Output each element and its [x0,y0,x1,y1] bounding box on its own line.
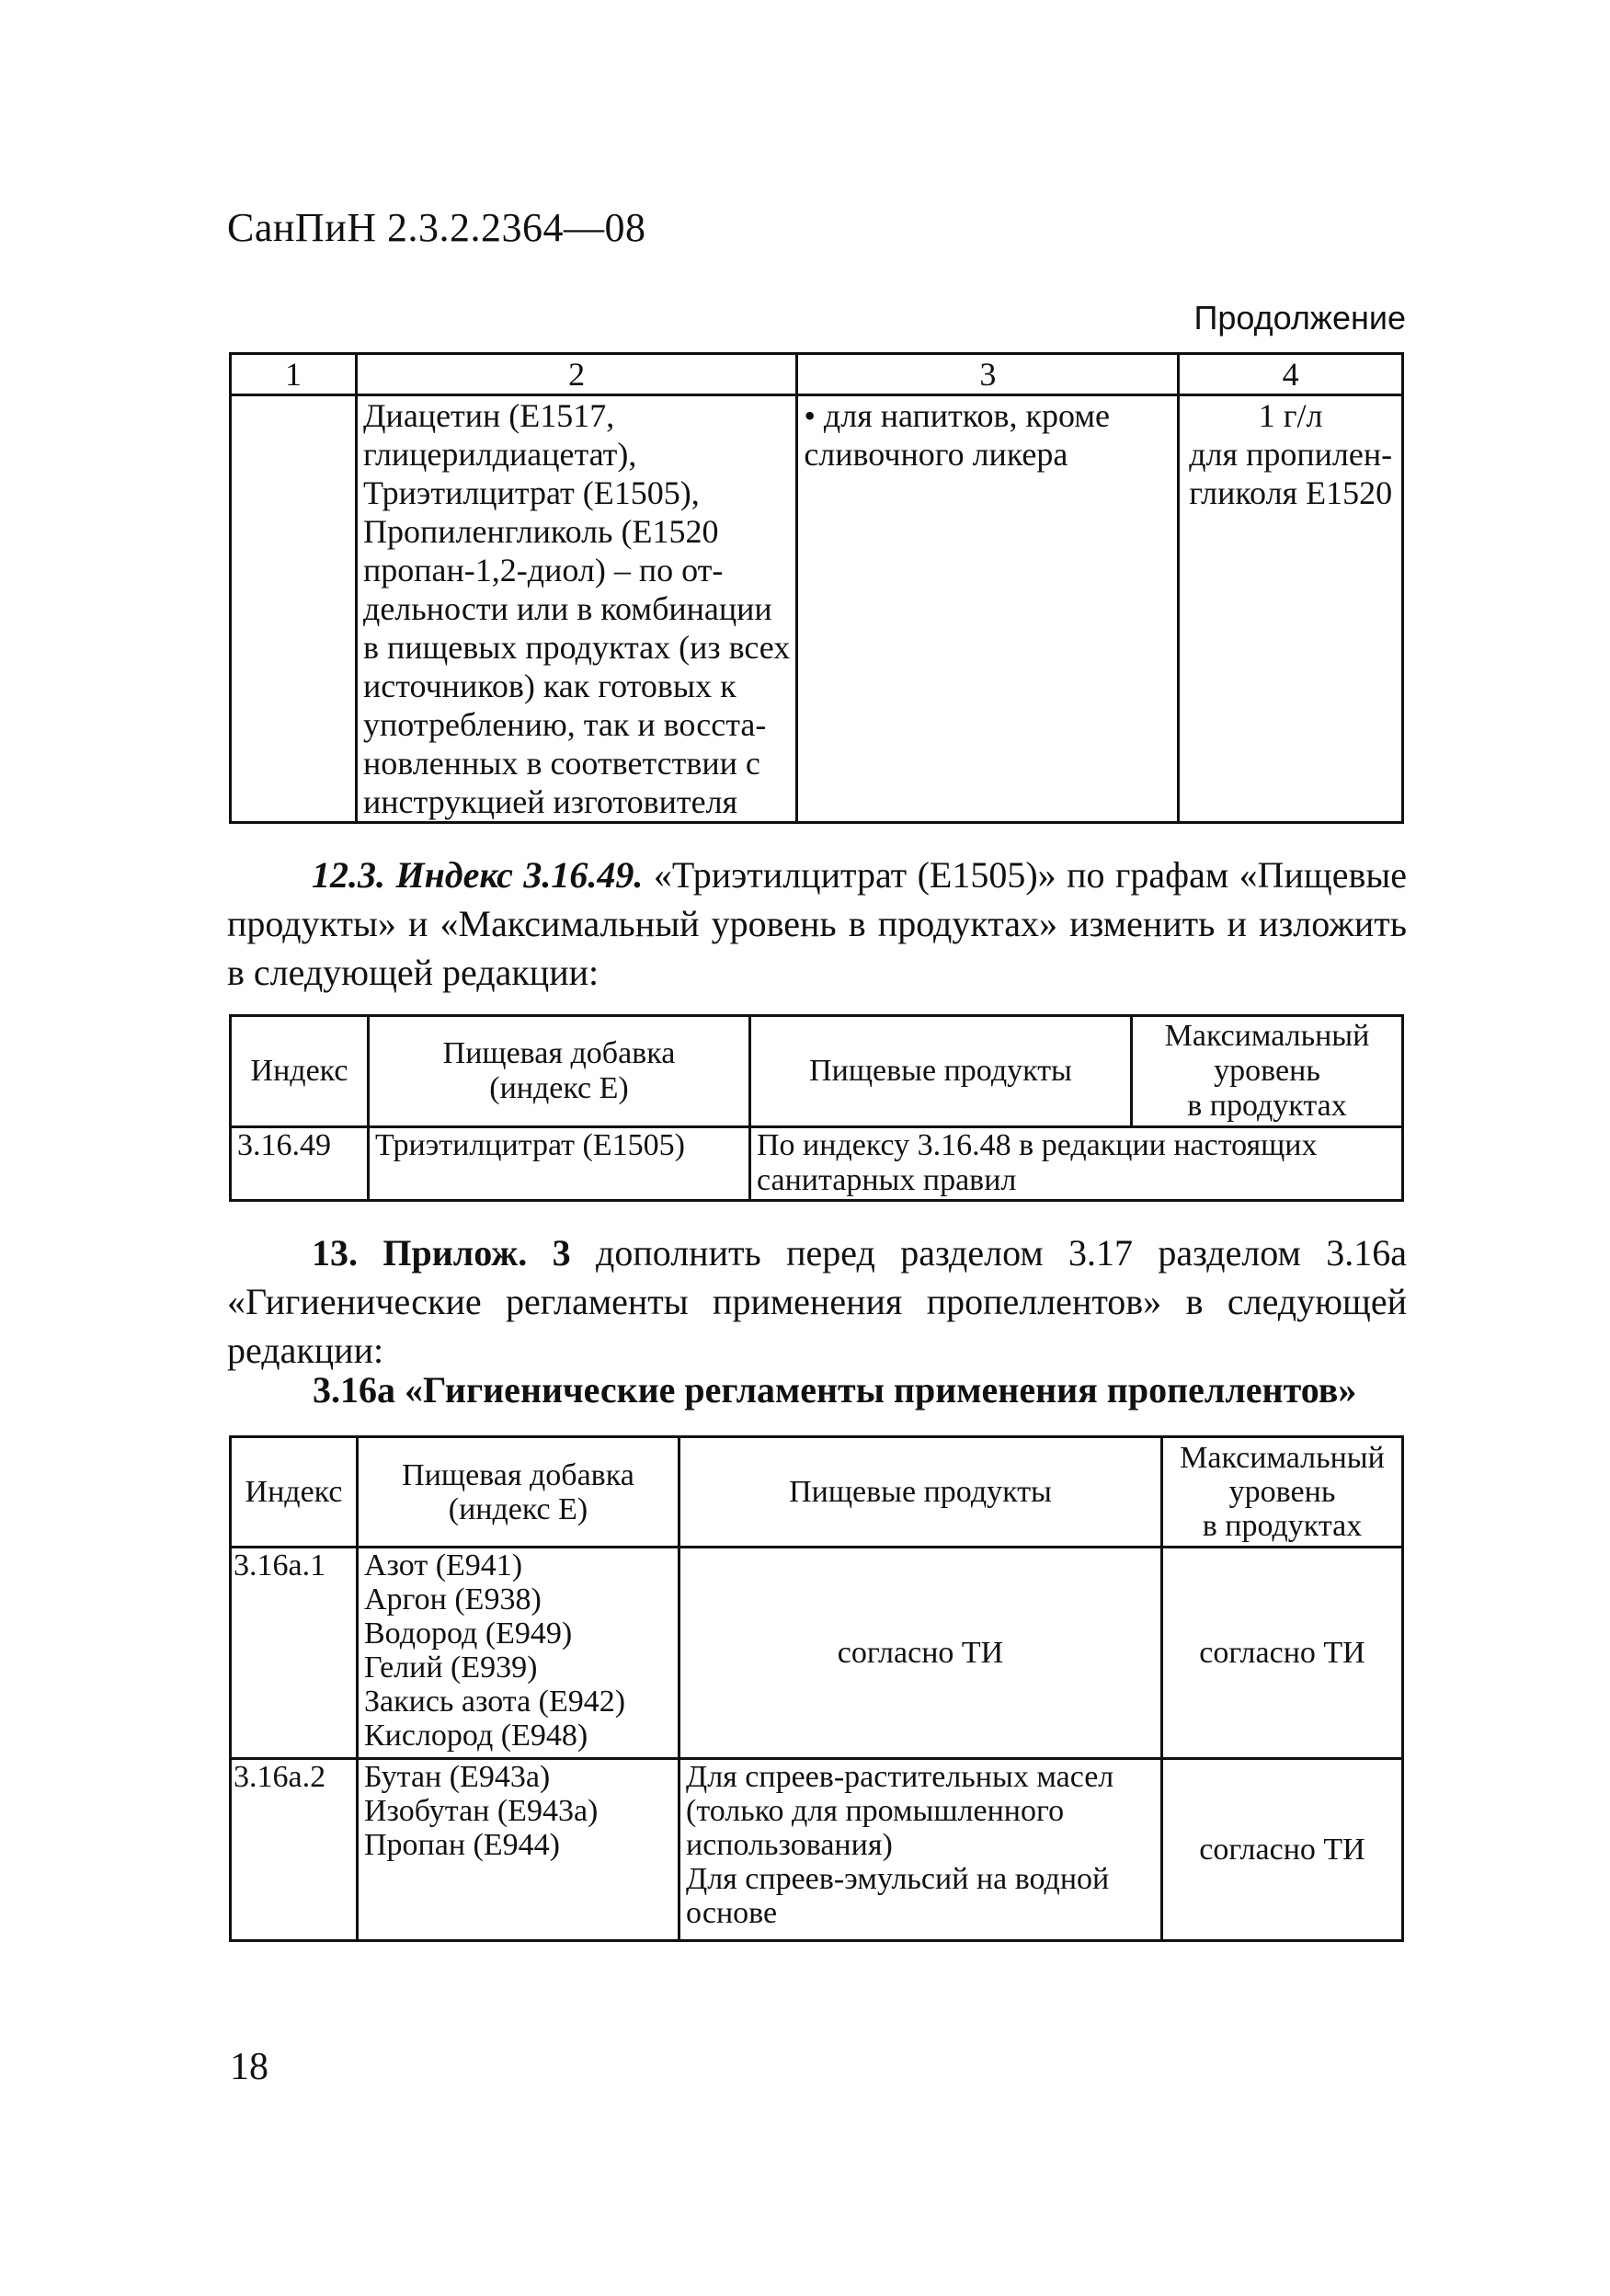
index-cell: 3.16.49 [231,1127,369,1201]
header-line: (индекс Е) [489,1071,629,1105]
cell-line: Триэтилцитрат (Е1505), [363,474,700,511]
header-products: Пищевые продукты [750,1016,1132,1127]
continuation-table [229,352,1404,824]
cell-line: гликоля Е1520 [1189,474,1393,511]
cell-line: глицерилдиацетат), [363,436,637,473]
amendment-paragraph-13 [227,1228,1407,1375]
header-line: Максимальный [1180,1441,1385,1475]
cell-line: Закись азота (Е942) [364,1685,626,1719]
cell-line: Для спреев-растительных масел [686,1760,1114,1794]
header-line: Максимальный [1164,1019,1370,1053]
document-code: СанПиН 2.3.2.2364—08 [227,205,646,250]
amendment-paragraph-12-3 [227,851,1407,997]
header-max-level [1132,1016,1403,1127]
index-cell [231,395,357,823]
cell-line: Водород (Е949) [364,1616,573,1651]
header-index: Индекс [231,1437,358,1548]
header-line: Пищевая добавка [402,1457,634,1492]
index-cell: 3.16а.1 [231,1548,358,1759]
paragraph-label: 13. Прилож. 3 [312,1232,571,1274]
header-line: в продуктах [1202,1509,1363,1543]
cell-line: инструкцией изготовителя [363,783,738,820]
additive-cell [358,1548,679,1759]
header-line: уровень [1228,1475,1336,1509]
products-cell [679,1759,1162,1941]
cell-line: Гелий (Е939) [364,1651,538,1685]
additive-cell: Триэтилцитрат (Е1505) [369,1127,750,1201]
cell-line: в пищевых продуктах (из всех [363,629,791,666]
propellants-table [229,1435,1404,1942]
cell-line: Пропиленгликоль (Е1520 [363,513,719,550]
cell-line: Пропан (Е944) [364,1828,560,1862]
column-number: 2 [357,354,797,395]
header-index: Индекс [231,1016,369,1127]
cell-line: для пропилен- [1189,436,1393,473]
cell-line: санитарных правил [757,1163,1017,1197]
table-header-row [231,354,1403,395]
header-products: Пищевые продукты [679,1437,1162,1548]
page-number: 18 [230,2046,268,2088]
header-line: Пищевая добавка [442,1036,676,1070]
max-level-cell: согласно ТИ [1162,1759,1403,1941]
max-level-cell: согласно ТИ [1162,1548,1403,1759]
products-cell [797,395,1179,823]
header-line: (индекс Е) [448,1491,588,1526]
cell-line: дельности или в комбинации [363,590,772,627]
table-header-row [231,1016,1403,1127]
cell-line: источников) как готовых к [363,668,736,704]
paragraph-text: «Триэтилцитрат (Е1505)» по графам «Пищевые продукты» и «Максимальный уровень в продуктах» изменить и изложить в следующей редакции: [227,854,1407,993]
cell-line: Аргон (Е938) [364,1582,542,1616]
column-number: 4 [1179,354,1403,395]
cell-line: 1 г/л [1258,397,1323,434]
merged-cell [750,1127,1403,1201]
max-level-cell [1179,395,1403,823]
header-max-level [1162,1437,1403,1548]
table-row [231,395,1403,823]
cell-line: использования) [686,1828,893,1862]
cell-line: сливочного ликера [804,436,1068,473]
cell-line: • для напитков, кроме [804,397,1111,434]
cell-line: (только для промышленного [686,1794,1065,1828]
cell-line: Кислород (Е948) [364,1719,588,1753]
table-row [231,1759,1403,1941]
column-number: 3 [797,354,1179,395]
cell-line: Азот (Е941) [364,1548,523,1582]
cell-line: Бутан (Е943а) [364,1760,551,1794]
cell-line: новленных в соответствии с [363,745,760,782]
header-line: уровень [1214,1054,1320,1088]
column-number: 1 [231,354,357,395]
cell-line: пропан-1,2-диол) – по от- [363,552,724,588]
table-row [231,1127,1403,1201]
section-heading: 3.16а «Гигиенические регламенты применения пропеллентов» [313,1369,1357,1411]
cell-line: Для спреев-эмульсий на водной [686,1862,1110,1896]
cell-line: употреблению, так и восста- [363,706,767,743]
cell-line: Диацетин (Е1517, [363,397,615,434]
index-3-16-49-table [229,1014,1404,1202]
table-row [231,1548,1403,1759]
cell-line: Изобутан (Е943а) [364,1794,599,1828]
paragraph-text: дополнить перед разделом 3.17 разделом 3.16а «Гигиенические регламенты применения пропеллентов» в следующей редакции: [227,1232,1407,1371]
header-additive [369,1016,750,1127]
header-line: в продуктах [1187,1089,1347,1123]
cell-line: По индексу 3.16.48 в редакции настоящих [757,1128,1318,1162]
table-header-row [231,1437,1403,1548]
additive-cell [358,1759,679,1941]
paragraph-label: 12.3. Индекс 3.16.49. [312,854,644,896]
additive-cell [357,395,797,823]
continuation-label: Продолжение [1193,299,1406,337]
header-additive [358,1437,679,1548]
products-cell: согласно ТИ [679,1548,1162,1759]
cell-line: основе [686,1896,778,1930]
index-cell: 3.16а.2 [231,1759,358,1941]
